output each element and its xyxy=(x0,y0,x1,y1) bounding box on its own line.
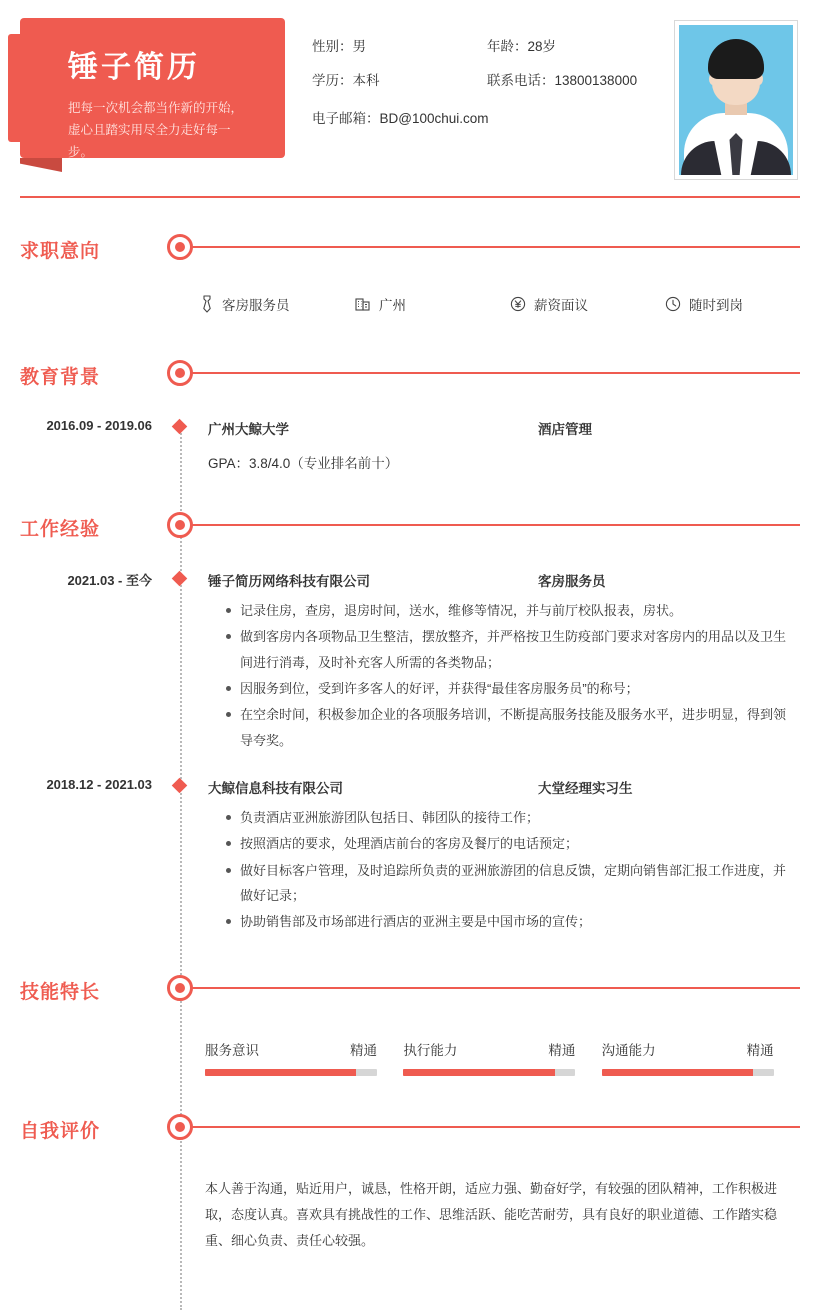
list-item: 负责酒店亚洲旅游团队包括日、韩团队的接待工作； xyxy=(226,805,798,830)
name-banner xyxy=(20,18,285,158)
timeline-node xyxy=(167,975,193,1001)
section-education xyxy=(0,356,820,472)
entry-date: 2018.12 - 2021.03 xyxy=(46,777,152,793)
skill-progress-fill xyxy=(403,1069,554,1076)
skill-item xyxy=(602,1039,800,1076)
intent-city-label: 广州 xyxy=(379,298,406,313)
education-entry xyxy=(0,418,820,472)
building-icon xyxy=(355,296,371,312)
job-intention-list xyxy=(0,274,820,314)
info-gender: 性别：男 xyxy=(312,39,366,54)
duty-list xyxy=(208,598,820,753)
section-header xyxy=(0,971,820,1015)
section-title: 自我评价 xyxy=(20,1120,101,1142)
resume-header xyxy=(0,0,820,190)
skill-progress-track xyxy=(602,1069,774,1076)
section-header xyxy=(0,508,820,552)
entry-heading xyxy=(208,570,820,590)
job-title: 大堂经理实习生 xyxy=(538,781,633,797)
list-item: 做到客房内各项物品卫生整洁，摆放整齐，并严格按卫生防疫部门要求对客房内的用品以及卫生间进行消毒，及时补充客人所需的各类物品； xyxy=(226,624,798,675)
skill-progress-fill xyxy=(602,1069,753,1076)
skill-level: 精通 xyxy=(746,1042,774,1058)
avatar xyxy=(674,20,798,180)
intent-position xyxy=(200,294,355,314)
skill-header xyxy=(205,1039,377,1059)
education-detail: GPA：3.8/4.0（专业排名前十） xyxy=(208,456,399,471)
skill-name: 执行能力 xyxy=(403,1042,458,1058)
clock-icon xyxy=(665,296,681,312)
skill-level: 精通 xyxy=(548,1042,576,1058)
page-title: 锤子简历 xyxy=(68,51,200,84)
skill-level: 精通 xyxy=(350,1042,377,1058)
timeline-node xyxy=(167,360,193,386)
section-rule xyxy=(190,1126,800,1128)
section-rule xyxy=(190,246,800,248)
basic-info-grid xyxy=(312,40,662,151)
section-job-intention xyxy=(0,230,820,314)
major-name: 酒店管理 xyxy=(538,422,592,437)
section-rule xyxy=(190,524,800,526)
company-name: 大鲸信息科技有限公司 xyxy=(208,781,343,797)
intent-availability-label: 随时到岗 xyxy=(689,298,743,313)
job-title: 客房服务员 xyxy=(538,574,606,589)
section-title: 技能特长 xyxy=(20,981,101,1003)
section-title: 教育背景 xyxy=(20,367,101,388)
section-skills xyxy=(0,971,820,1076)
section-header xyxy=(0,356,820,400)
work-entry xyxy=(0,777,820,935)
resume-body xyxy=(0,190,820,1254)
timeline-node xyxy=(167,234,193,260)
entry-date: 2021.03 - 至今 xyxy=(67,573,152,588)
section-self-evaluation xyxy=(0,1110,820,1254)
yen-icon xyxy=(510,296,526,312)
entry-heading xyxy=(208,777,820,797)
header-slogan: 把每一次机会都当作新的开始，虚心且踏实用尽全力走好每一步。 xyxy=(68,101,244,159)
section-header xyxy=(0,230,820,274)
info-phone: 联系电话：13800138000 xyxy=(487,72,638,88)
intent-availability xyxy=(665,294,820,314)
work-entry xyxy=(0,570,820,753)
intent-salary-label: 薪资面议 xyxy=(534,298,588,313)
info-age: 年龄：28岁 xyxy=(487,39,557,54)
list-item: 在空余时间，积极参加企业的各项服务培训，不断提高服务技能及服务水平，进步明显，得到领导夸奖。 xyxy=(226,702,798,753)
section-rule xyxy=(190,372,800,374)
skill-progress-fill xyxy=(205,1069,356,1076)
company-name: 锤子简历网络科技有限公司 xyxy=(208,574,370,589)
entry-date: 2016.09 - 2019.06 xyxy=(46,418,152,433)
intent-position-label: 客房服务员 xyxy=(222,298,290,313)
timeline-node xyxy=(167,1114,193,1140)
tie-icon xyxy=(200,295,214,313)
skill-name: 服务意识 xyxy=(205,1042,259,1058)
info-row xyxy=(312,40,662,54)
section-work-experience xyxy=(0,508,820,935)
info-row xyxy=(312,74,662,88)
banner-fold-decoration xyxy=(20,158,62,172)
avatar-illustration xyxy=(679,25,793,175)
skill-list xyxy=(0,1015,820,1076)
timeline-diamond xyxy=(172,419,188,435)
list-item: 协助销售部及市场部进行酒店的亚洲主要是中国市场的宣传； xyxy=(226,909,798,934)
list-item: 做好目标客户管理，及时追踪所负责的亚洲旅游团的信息反馈，定期向销售部汇报工作进度，并做好记录； xyxy=(226,858,798,909)
school-name: 广州大鲸大学 xyxy=(208,422,289,437)
section-title: 求职意向 xyxy=(20,241,101,262)
list-item: 因服务到位，受到许多客人的好评，并获得“最佳客房服务员”的称号； xyxy=(226,676,798,701)
duty-list xyxy=(208,805,820,935)
skill-header xyxy=(602,1039,774,1059)
skill-item xyxy=(205,1039,403,1076)
intent-city xyxy=(355,294,510,314)
self-evaluation-text: 本人善于沟通，贴近用户，诚恳，性格开朗，适应力强、勤奋好学，有较强的团队精神，工作积极进取，态度认真。喜欢具有挑战性的工作、思维活跃、能吃苦耐劳，具有良好的职业道德、工作踏实稳重、细心负责、责任心较强。 xyxy=(205,1180,778,1248)
list-item: 按照酒店的要求，处理酒店前台的客房及餐厅的电话预定； xyxy=(226,831,798,856)
skill-header xyxy=(403,1039,575,1059)
skill-progress-track xyxy=(403,1069,575,1076)
list-item: 记录住房，查房，退房时间，送水，维修等情况，并与前厅校队报表，房状。 xyxy=(226,598,798,623)
timeline-diamond xyxy=(172,778,188,794)
skill-progress-track xyxy=(205,1069,377,1076)
section-rule xyxy=(190,987,800,989)
info-row xyxy=(312,107,662,131)
avatar-hair xyxy=(708,39,764,79)
skill-item xyxy=(403,1039,601,1076)
section-header xyxy=(0,1110,820,1154)
skill-name: 沟通能力 xyxy=(601,1042,656,1058)
timeline-diamond xyxy=(172,571,188,587)
intent-salary xyxy=(510,294,665,314)
section-title: 工作经验 xyxy=(20,519,101,540)
info-degree: 学历：本科 xyxy=(312,72,380,88)
timeline-node xyxy=(167,512,193,538)
entry-heading xyxy=(208,418,820,438)
info-email: 电子邮箱：BD@100chui.com xyxy=(312,111,489,126)
